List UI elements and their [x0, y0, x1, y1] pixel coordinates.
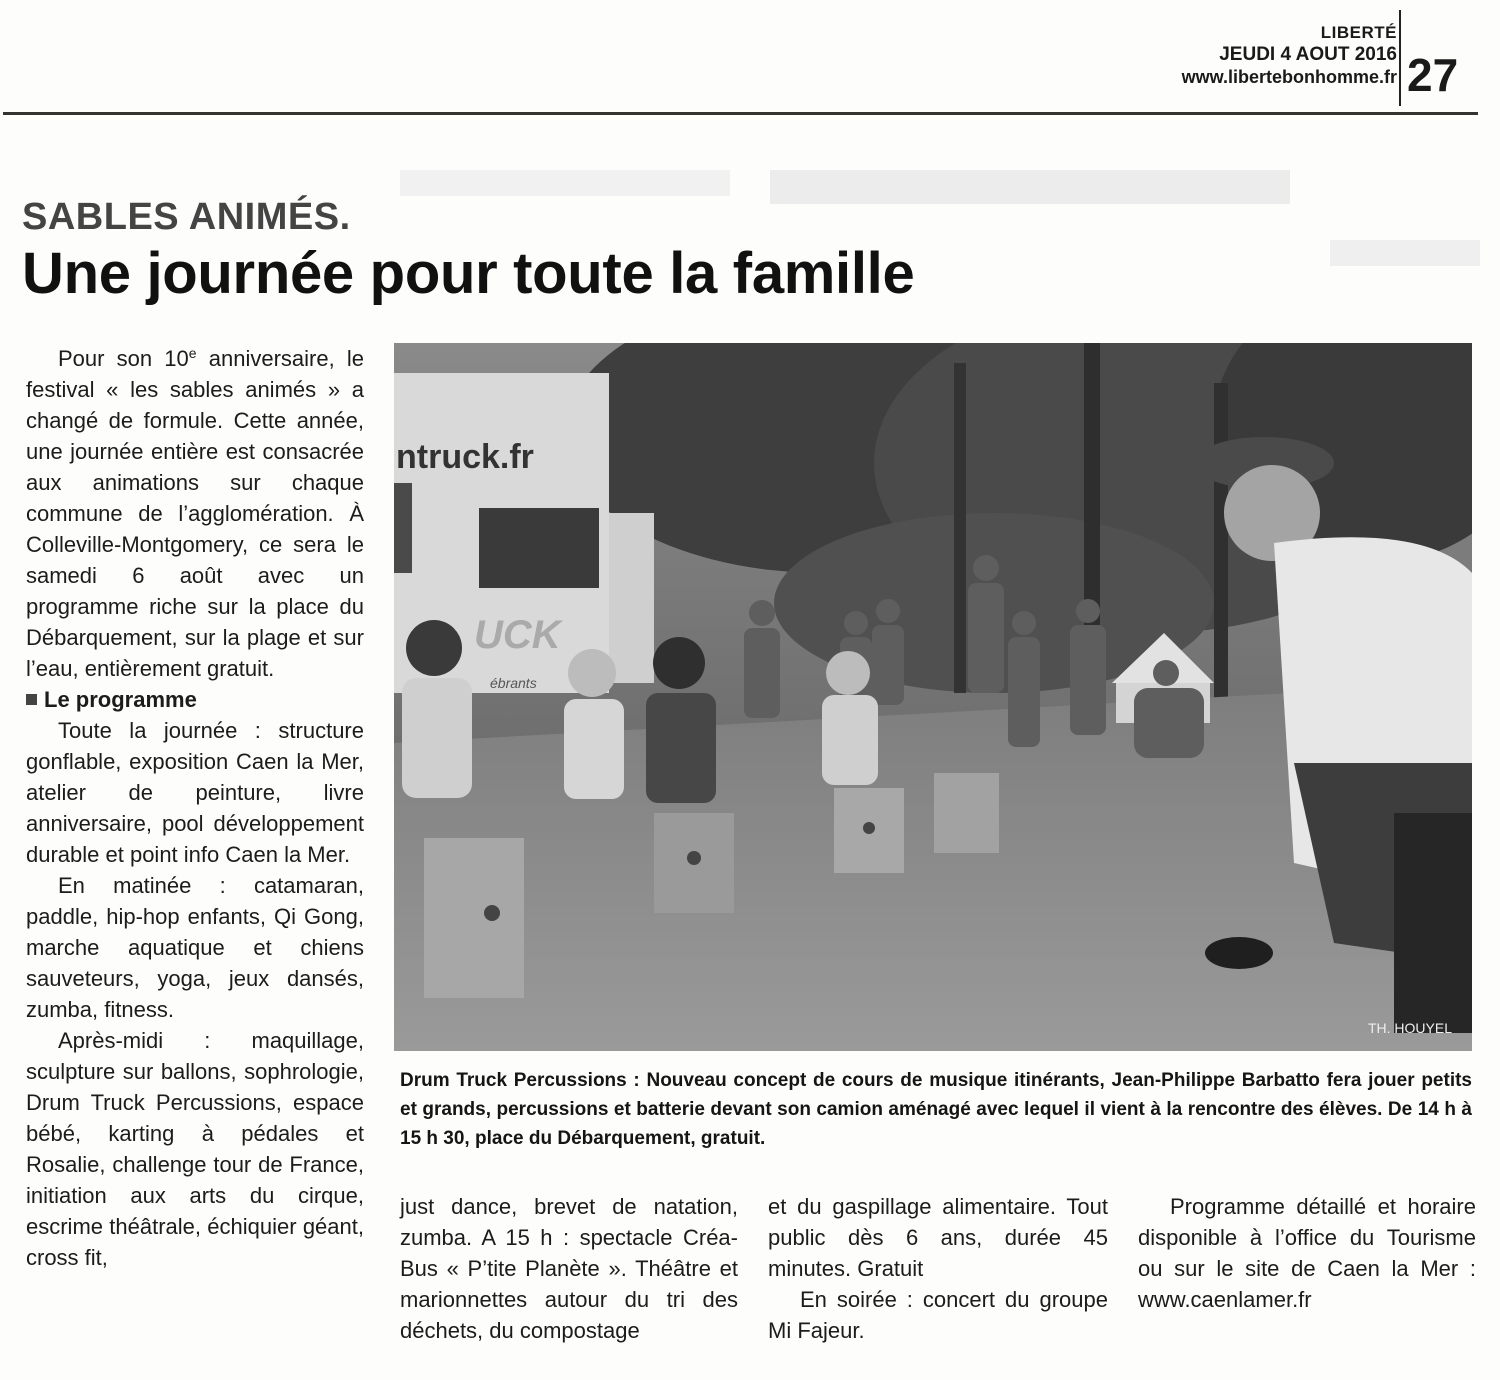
bleed-through-block: [770, 170, 1290, 204]
afternoon-paragraph-end: et du gaspillage alimentaire. Tout public dès 6 ans, durée 45 minutes. Gratuit: [768, 1194, 1108, 1281]
truck-subtitle-text: ébrants: [490, 675, 537, 691]
article-column-3: [768, 1191, 1108, 1346]
bleed-through-block: [400, 170, 730, 196]
article-column-2: [400, 1191, 738, 1346]
program-subhead: Le programme: [26, 684, 364, 715]
bullet-square-icon: [26, 694, 37, 705]
article-column-4: [1138, 1191, 1476, 1315]
top-rule: [3, 112, 1478, 115]
morning-paragraph: En matinée : catamaran, paddle, hip-hop enfants, Qi Gong, marche aquatique et chiens sauveteurs, yoga, jeux dansés, zumba, fitness.: [26, 873, 364, 1022]
truck-logo-text: UCK: [474, 613, 561, 657]
evening-paragraph: En soirée : concert du groupe Mi Fajeur.: [768, 1287, 1108, 1343]
article-headline: Une journée pour toute la famille: [22, 241, 915, 306]
photo-credit: TH. HOUYEL: [1367, 1020, 1452, 1036]
afternoon-paragraph: Après-midi : maquillage, sculpture sur ballons, sophrologie, Drum Truck Percussions, espace bébé, karting à pédales et Rosalie, challenge tour de France, initiation aux arts du cirque, escrime théâtrale, échiquier géant, cross fit,: [26, 1028, 364, 1270]
bleed-through-block: [1330, 240, 1480, 266]
website-link[interactable]: www.libertebonhomme.fr: [1181, 67, 1397, 87]
program-info-paragraph: Programme détaillé et horaire disponible à l’office du Tourisme ou sur le site de Caen la Mer : www.caenlamer.fr: [1138, 1194, 1476, 1312]
afternoon-paragraph-continued: just dance, brevet de natation, zumba. A 15 h : spectacle Créa-Bus « P’tite Planète ». Théâtre et marionnettes autour du tri des déchets, du compostage: [400, 1194, 738, 1343]
page-number: 27: [1407, 49, 1459, 101]
article-column-1: [26, 343, 364, 1273]
issue-date: JEUDI 4 AOUT 2016: [1219, 44, 1397, 65]
drum-class-photo: [394, 343, 1472, 1051]
article-kicker: SABLES ANIMÉS.: [22, 196, 351, 238]
masthead: [1182, 22, 1397, 88]
all-day-paragraph: Toute la journée : structure gonflable, exposition Caen la Mer, atelier de peinture, livre anniversaire, pool développement durable et point info Caen la Mer.: [26, 718, 364, 867]
publication-name: LIBERTÉ: [1320, 23, 1397, 42]
masthead-divider: [1399, 10, 1401, 106]
article-photo: [394, 343, 1472, 1051]
photo-caption: Drum Truck Percussions : Nouveau concept de cours de musique itinérants, Jean-Philippe Barbatto fera jouer petits et grands, percussions et batterie devant son camion aménagé avec lequel il vient à la rencontre des élèves. De 14 h à 15 h 30, place du Débarquement, gratuit.: [400, 1070, 1472, 1149]
intro-paragraph: Pour son 10e anniversaire, le festival « les sables animés » a changé de formule. Cette année, une journée entière est consacrée aux animations sur chaque commune de l’agglomération. À Colleville-Montgomery, ce sera le samedi 6 août avec un programme riche sur la place du Débarquement, sur la plage et sur l’eau, entièrement gratuit.: [26, 345, 364, 681]
truck-website-text: ntruck.fr: [396, 438, 534, 476]
